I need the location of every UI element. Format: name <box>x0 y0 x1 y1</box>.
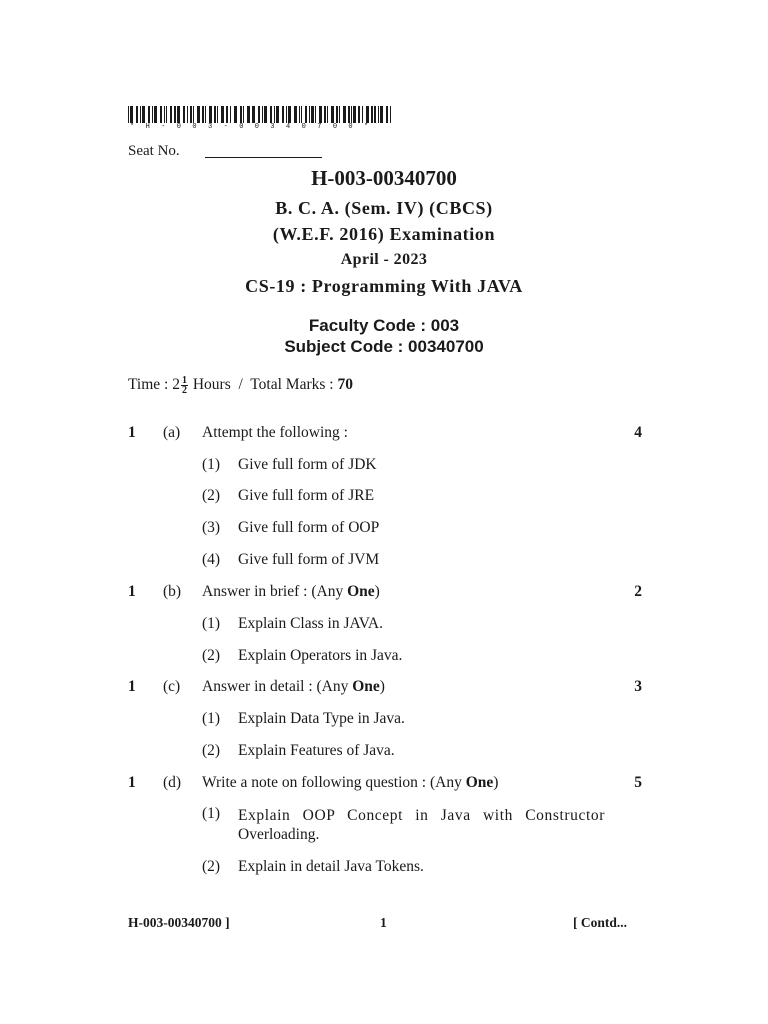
question-number: 1 <box>128 583 136 600</box>
item-text: Explain Operators in Java. <box>238 647 403 664</box>
item-number: (1) <box>202 805 221 822</box>
faculty-code: Faculty Code : 003 <box>308 316 460 335</box>
item-text: Give full form of OOP <box>238 519 380 536</box>
exam-title: (W.E.F. 2016) Examination <box>272 224 496 244</box>
subject-code: Subject Code : 00340700 <box>284 337 484 356</box>
item-text: Explain Data Type in Java. <box>238 710 405 727</box>
exam-date: April - 2023 <box>340 251 428 268</box>
time-marks-line <box>128 376 353 395</box>
question-number: 1 <box>128 774 136 791</box>
total-marks-value: 70 <box>337 376 353 394</box>
time-label: Time : 2 <box>128 376 180 394</box>
item-text: Give full form of JDK <box>238 456 377 473</box>
item-text: Explain Class in JAVA. <box>238 615 383 632</box>
item-text: Give full form of JVM <box>238 551 380 568</box>
item-text-continued: Overloading. <box>238 826 320 843</box>
item-number: (1) <box>202 710 221 727</box>
question-marks: 3 <box>634 678 642 695</box>
footer-code: H-003-00340700 ] <box>128 915 230 930</box>
barcode-text: * H - 0 0 3 - 0 0 3 4 0 7 0 0 * <box>130 123 372 131</box>
question-marks: 4 <box>634 424 642 441</box>
item-number: (1) <box>202 456 221 473</box>
total-marks-label: Total Marks : <box>250 376 334 394</box>
item-number: (1) <box>202 615 221 632</box>
item-number: (2) <box>202 742 221 759</box>
item-number: (3) <box>202 519 221 536</box>
seat-label: Seat No. <box>128 143 180 159</box>
subject-title: CS-19 : Programming With JAVA <box>245 276 523 296</box>
question-marks: 5 <box>634 774 642 791</box>
barcode <box>128 106 392 123</box>
question-sub: (d) <box>163 774 182 791</box>
continued-label: [ Contd... <box>573 915 628 930</box>
question-text: Answer in brief : (Any One) <box>202 583 380 600</box>
question-text: Attempt the following : <box>202 424 348 441</box>
item-number: (2) <box>202 487 221 504</box>
item-number: (2) <box>202 858 221 875</box>
course-title: B. C. A. (Sem. IV) (CBCS) <box>275 198 493 218</box>
question-sub: (a) <box>163 424 181 441</box>
question-marks: 2 <box>634 583 642 600</box>
item-text: Give full form of JRE <box>238 487 375 504</box>
time-fraction: $\frac{1}{2}$ <box>181 375 187 396</box>
question-text: Write a note on following question : (Any One) <box>202 774 499 791</box>
item-text: Explain Features of Java. <box>238 742 395 759</box>
hours-label: Hours <box>192 376 231 394</box>
page-number: 1 <box>380 915 387 930</box>
question-sub: (c) <box>163 678 181 695</box>
seat-number-blank[interactable] <box>205 157 322 158</box>
item-text: Explain OOP Concept in Java with Constructor <box>238 807 605 824</box>
separator: / <box>238 376 243 394</box>
item-text: Explain in detail Java Tokens. <box>238 858 424 875</box>
question-number: 1 <box>128 424 136 441</box>
paper-code: H-003-00340700 <box>311 166 457 190</box>
question-number: 1 <box>128 678 136 695</box>
question-sub: (b) <box>163 583 182 600</box>
question-text: Answer in detail : (Any One) <box>202 678 385 695</box>
item-number: (2) <box>202 647 221 664</box>
item-number: (4) <box>202 551 221 568</box>
